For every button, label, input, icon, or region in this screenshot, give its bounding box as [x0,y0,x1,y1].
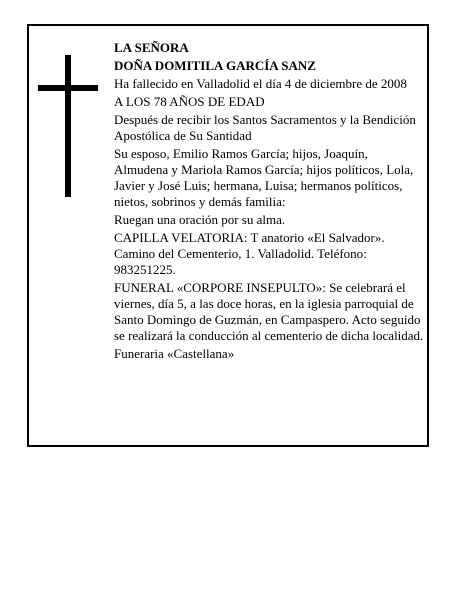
prayer-line: Ruegan una oración por su alma. [114,212,286,227]
funeral-home-line: Funeraria «Castellana» [114,346,235,361]
sacraments-line: Después de recibir los Santos Sacramentos y la Bendición Apostólica de Su Santidad [114,112,416,143]
family-line: Su esposo, Emilio Ramos García; hijos, Joaquín, Almudena y Mariola Ramos García; hijos políticos, Lola, Javier y José Luis; hermana, Luisa; hermanos políticos, nietos, sobrinos y demás familia: [114,146,414,209]
cross-horizontal-bar [38,85,98,91]
cross-icon [38,55,98,197]
age-line: A LOS 78 AÑOS DE EDAD [114,94,265,109]
cross-vertical-bar [65,55,71,197]
death-info: Ha fallecido en Valladolid el día 4 de diciembre de 2008 [114,76,407,91]
deceased-name: DOÑA DOMITILA GARCÍA SANZ [114,58,316,73]
funeral-line: FUNERAL «CORPORE INSEPULTO»: Se celebrará el viernes, día 5, a las doce horas, en la iglesia parroquial de Santo Domingo de Guzmán, en Campaspero. Acto seguido se realizará la conducción al cementerio de dicha localidad. [114,280,424,343]
chapel-line: CAPILLA VELATORIA: T anatorio «El Salvador». Camino del Cementerio, 1. Valladolid. Teléfono: 983251225. [114,230,385,277]
obituary-text [114,40,424,364]
notice-title-line1: LA SEÑORA [114,40,189,55]
